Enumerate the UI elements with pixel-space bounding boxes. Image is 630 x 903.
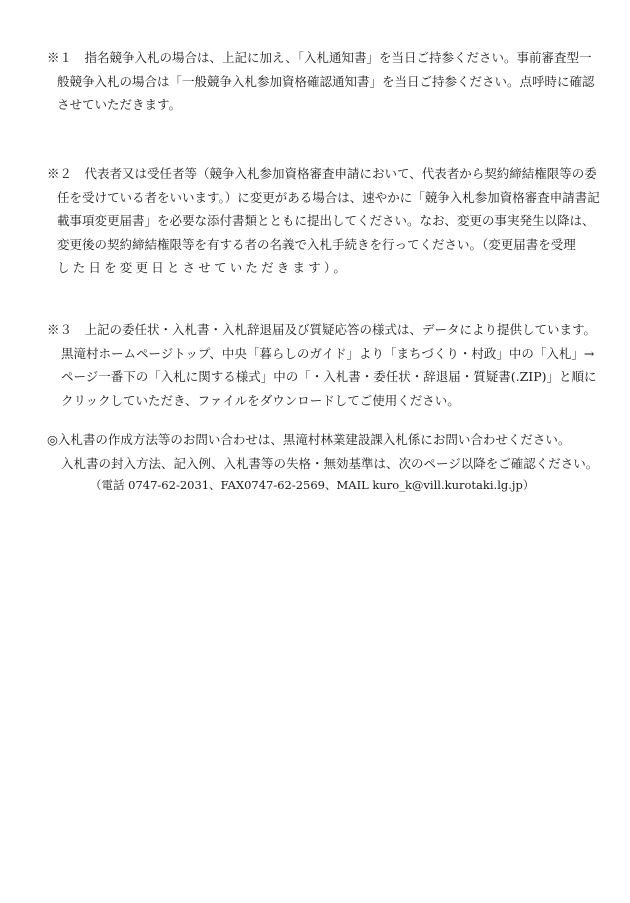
note-1-line-1: ※１ 指名競争入札の場合は、上記に加え、「入札通知書」を当日ご持参ください。事前審査型一 [47, 50, 592, 65]
note-2-line-2: 任を受けている者をいいます。）に変更がある場合は、速やかに「競争入札参加資格審査申請書記 [57, 189, 600, 205]
inquiry [47, 428, 599, 495]
note-1-line-3: させていただきます。 [57, 97, 182, 112]
inquiry-line-2: 入札書の封入方法、記入例、入札書等の失格・無効基準は、次のページ以降をご確認ください。 [61, 455, 599, 471]
note-2-line-3: 載事項変更届書」を必要な添付書類とともに提出してください。なお、変更の事実発生以降は、 [57, 213, 595, 228]
note-2 [47, 162, 600, 280]
note-3-line-3: ページ一番下の「入札に関する様式」中の「・入札書・委任状・辞退届・質疑書(.ZIP)」と順に [61, 369, 597, 384]
note-3-line-1: ※３ 上記の委任状・入札書・入札辞退届及び質疑応答の様式は、データにより提供しています。 [47, 322, 597, 337]
note-1 [47, 46, 595, 117]
inquiry-line-1: ◎入札書の作成方法等のお問い合わせは、黒滝村林業建設課入札係にお問い合わせください。 [47, 432, 571, 447]
note-2-line-4: 変更後の契約締結権限等を有する者の名義で入札手続きを行ってください。（変更届書を受理 [57, 236, 576, 252]
contact-info: （電話 0747-62-2031、FAX0747-62-2569、MAIL kuro_k@vill.kurotaki.lg.jp） [90, 478, 535, 492]
note-2-line-5: した日を変更日とさせていただきます）。 [57, 260, 350, 275]
note-3-line-2: 黒滝村ホームページトップ、中央「暮らしのガイド」より「まちづくり・村政」中の「入札」→ [61, 345, 595, 361]
note-3 [47, 318, 597, 412]
note-3-line-4: クリックしていただき、ファイルをダウンロードしてご使用ください。 [61, 392, 460, 408]
note-1-line-2: 般競争入札の場合は「一般競争入札参加資格確認通知書」を当日ご持参ください。点呼時に確認 [57, 73, 595, 89]
note-2-line-1: ※２ 代表者又は受任者等（競争入札参加資格審査申請において、代表者から契約締結権限等の委 [47, 166, 597, 181]
